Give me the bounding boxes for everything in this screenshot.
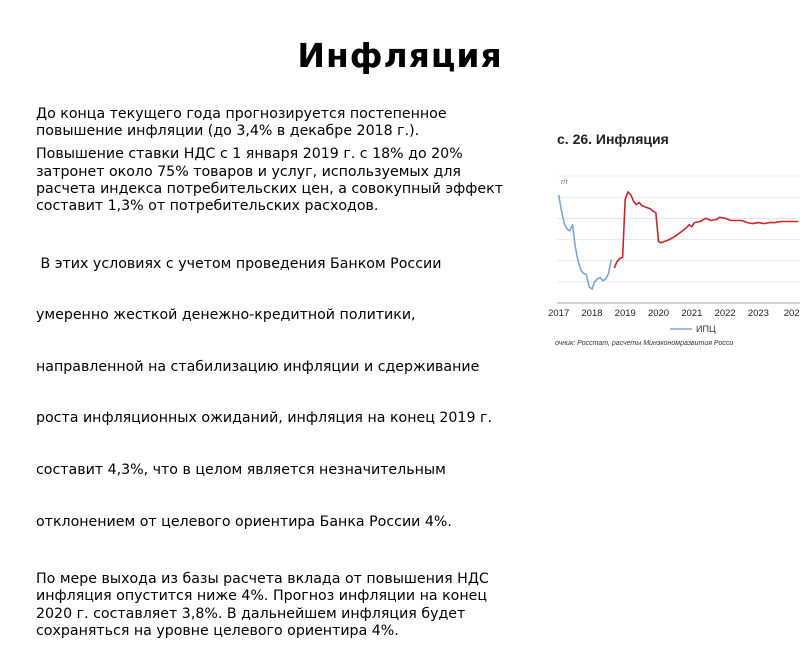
- chart-title: с. 26. Инфляция: [557, 131, 669, 147]
- text-line: составит 1,3% от потребительских расходов.: [36, 198, 379, 215]
- x-tick-label: 2023: [747, 308, 769, 319]
- x-tick-label: 2019: [614, 308, 636, 319]
- inflation-chart: [548, 118, 800, 363]
- text-line: По мере выхода из базы расчета вклада от повышения НДС: [36, 571, 489, 588]
- x-tick-label: 202: [783, 308, 800, 319]
- text-line: направленной на стабилизацию инфляции и сдерживание: [36, 358, 480, 375]
- text-line: 2020 г. составляет 3,8%. В дальнейшем инфляция будет: [36, 605, 466, 622]
- x-tick-label: 2022: [714, 308, 736, 319]
- series-line-forecast: [614, 192, 798, 268]
- x-tick-label: 2018: [581, 308, 603, 319]
- text-line: повышение инфляции (до 3,4% в декабре 2018 г.).: [36, 123, 420, 140]
- inflation-chart-image: [548, 118, 800, 363]
- text-line: затронет около 75% товаров и услуг, используемых для: [36, 163, 461, 180]
- slide-title: Инфляция: [297, 36, 503, 75]
- series-line-ipc: [559, 195, 612, 289]
- slide-body: [36, 106, 576, 646]
- paragraph-2: [36, 146, 576, 215]
- chart-source: очник: Росстат, расчеты Минэкономразвития Росси: [555, 340, 734, 347]
- paragraph-3: [36, 221, 576, 565]
- text-line: отклонением от целевого ориентира Банка России 4%.: [36, 513, 452, 530]
- text-line: Повышение ставки НДС с 1 января 2019 г. с 18% до 20%: [36, 146, 463, 163]
- text-line: расчета индекса потребительских цен, а совокупный эффект: [36, 180, 503, 197]
- x-tick-label: 2021: [681, 308, 703, 319]
- text-line: До конца текущего года прогнозируется постепенное: [36, 106, 447, 122]
- text-line: роста инфляционных ожиданий, инфляция на конец 2019 г.: [36, 410, 492, 427]
- paragraph-1: [36, 106, 576, 140]
- paragraph-4: [36, 571, 576, 640]
- x-tick-label: 2020: [647, 308, 670, 319]
- text-line: инфляция опустится ниже 4%. Прогноз инфляции на конец: [36, 588, 487, 605]
- legend-label-ipc: ИПЦ: [696, 324, 716, 334]
- x-tick-label: 2017: [548, 308, 570, 319]
- unit-label: г/г: [561, 179, 569, 186]
- text-line: умеренно жесткой денежно-кредитной политики,: [36, 307, 416, 324]
- text-line: сохраняться на уровне целевого ориентира 4%.: [36, 622, 399, 639]
- text-line: составит 4,3%, что в целом является незначительным: [36, 462, 446, 479]
- text-line: В этих условиях с учетом проведения Банком России: [36, 255, 442, 272]
